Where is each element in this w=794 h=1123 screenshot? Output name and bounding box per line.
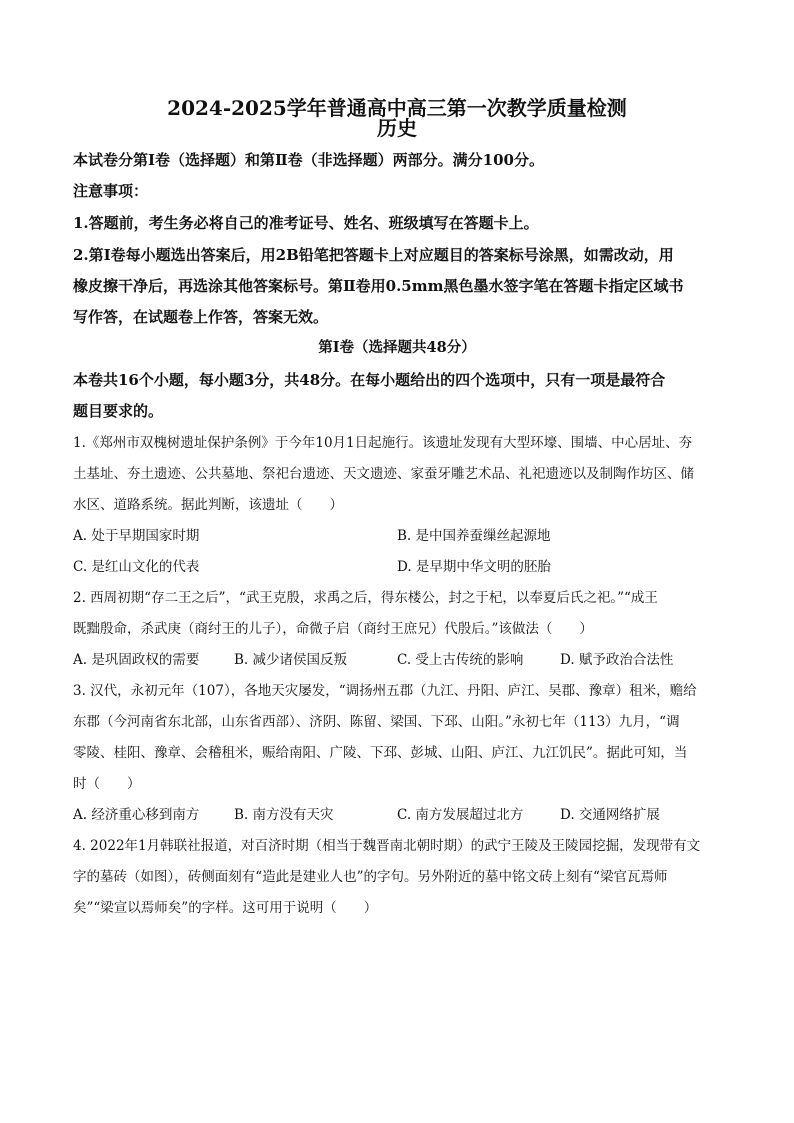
q1-option-b: B. 是中国养蚕缫丝起源地 (397, 528, 551, 544)
q4-line-1: 4. 2022年1月韩联社报道，对百济时期（相当于魏晋南北朝时期）的武宁王陵及王陵园挖掘，发现带有文 (73, 838, 701, 854)
q1-option-c: C. 是红山文化的代表 (73, 559, 200, 575)
q2-option-c: C. 受上古传统的影响 (397, 652, 524, 668)
q1-line-1: 1.《郑州市双槐树遗址保护条例》于今年10月1日起施行。该遗址发现有大型环壕、围墙、中心居址、夯 (73, 435, 693, 451)
q2-option-a: A. 是巩固政权的需要 (73, 652, 200, 668)
q2-option-d: D. 赋予政治合法性 (560, 652, 674, 668)
q2-option-b: B. 减少诸侯国反叛 (234, 652, 348, 668)
notice-title: 注意事项： (73, 182, 149, 200)
subject-title: 历史 (377, 116, 417, 140)
notice-item-1: 1.答题前，考生务必将自己的准考证号、姓名、班级填写在答题卡上。 (73, 214, 539, 232)
q1-line-3: 水区、道路系统。据此判断，该遗址（ ） (73, 497, 343, 513)
section-1-desc-line-2: 题目要求的。 (73, 402, 164, 420)
q3-option-c: C. 南方发展超过北方 (397, 807, 524, 823)
section-1-desc-line-1: 本卷共16个小题，每小题3分，共48分。在每小题给出的四个选项中，只有一项是最符合 (73, 371, 666, 389)
exam-intro: 本试卷分第Ⅰ卷（选择题）和第Ⅱ卷（非选择题）两部分。满分100分。 (73, 151, 544, 169)
q3-line-3: 零陵、桂阳、豫章、会稽租米，赈给南阳、广陵、下邳、彭城、山阳、庐江、九江饥民”。据此可知，当 (73, 745, 688, 761)
q2-line-1: 2. 西周初期“存二王之后”，“武王克殷，求禹之后，得东楼公，封之于杞，以奉夏后氏之祀。”“成王 (73, 590, 658, 606)
q3-line-1: 3. 汉代，永初元年（107），各地天灾屡发，“调扬州五郡（九江、丹阳、庐江、吴郡、豫章）租米，赡给 (73, 683, 697, 699)
notice-item-2-line-1: 2.第Ⅰ卷每小题选出答案后，用2B铅笔把答题卡上对应题目的答案标号涂黑，如需改动，用 (73, 246, 674, 264)
q4-line-3: 矣”“梁宣以焉师矣”的字样。这可用于说明（ ） (73, 900, 378, 916)
notice-item-2-line-2: 橡皮擦干净后，再选涂其他答案标号。第Ⅱ卷用0.5mm黑色墨水签字笔在答题卡指定区域书 (73, 277, 684, 295)
q4-line-2: 字的墓砖（如图），砖侧面刻有“造此是建业人也”的字句。另外附近的墓中铭文砖上刻有“梁官瓦焉师 (73, 869, 668, 885)
q3-option-a: A. 经济重心移到南方 (73, 807, 200, 823)
notice-item-2-line-3: 写作答，在试题卷上作答，答案无效。 (73, 308, 329, 326)
q3-line-4: 时（ ） (73, 776, 141, 792)
q3-option-b: B. 南方没有天灾 (234, 807, 334, 823)
q3-option-d: D. 交通网络扩展 (560, 807, 660, 823)
section-1-title: 第Ⅰ卷（选择题共48分） (318, 339, 476, 356)
q1-option-a: A. 处于早期国家时期 (73, 528, 200, 544)
q1-option-d: D. 是早期中华文明的胚胎 (397, 559, 551, 575)
q1-line-2: 土基址、夯土遗迹、公共墓地、祭祀台遗迹、天文遗迹、家蚕牙雕艺术品、礼祀遗迹以及制陶作坊区、储 (73, 466, 694, 482)
q2-line-2: 既黜殷命，杀武庚（商纣王的儿子），命微子启（商纣王庶兄）代殷后。”该做法（ ） (73, 621, 593, 637)
q3-line-2: 东郡（今河南省东北部，山东省西部）、济阴、陈留、梁国、下邳、山阳。”永初七年（113）九月，“调 (73, 714, 680, 730)
exam-title: 2024-2025学年普通高中高三第一次教学质量检测 (167, 96, 627, 120)
